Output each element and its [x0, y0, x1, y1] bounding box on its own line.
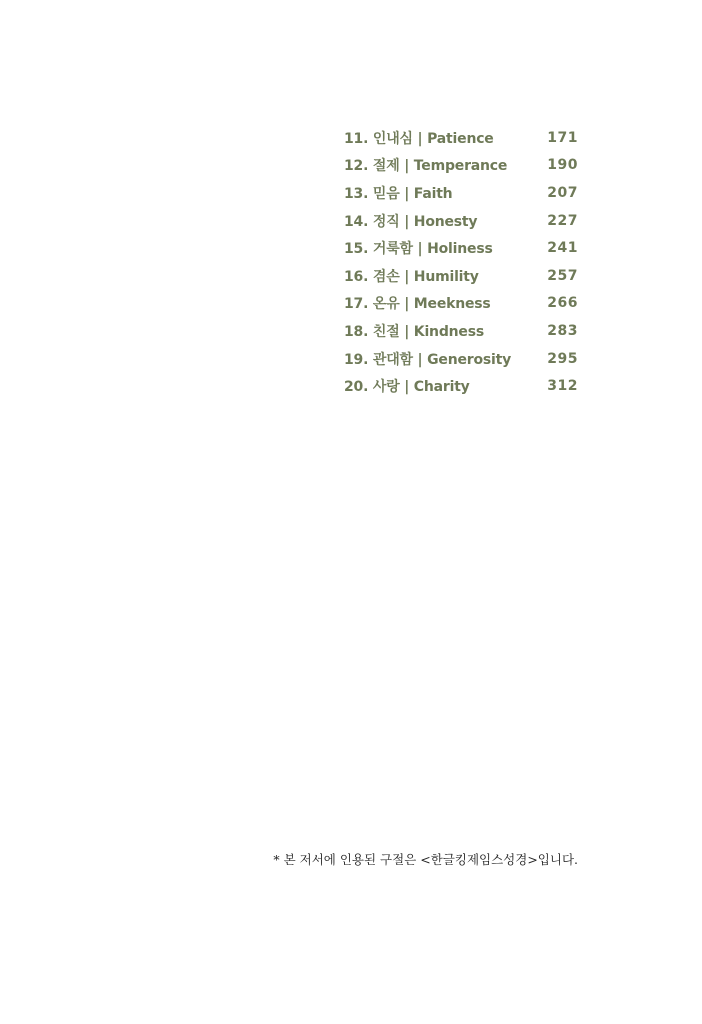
toc-entry-page: 227: [547, 212, 578, 229]
toc-entry-number: 20.: [344, 379, 369, 396]
toc-entry-number: 11.: [344, 130, 369, 147]
toc-entry-title: [344, 321, 484, 341]
toc-entry-number: 16.: [344, 268, 369, 285]
toc-entry-title: [344, 238, 493, 258]
toc-entry-page: 257: [547, 267, 578, 284]
toc-entry-title: [344, 266, 479, 286]
toc-entry[interactable]: [344, 179, 578, 207]
toc-entry[interactable]: [344, 234, 578, 262]
toc-entry-number: 19.: [344, 351, 369, 368]
footnote: * 본 저서에 인용된 구절은 <한글킹제임스성경>입니다.: [273, 852, 578, 867]
toc-entry-label: 친절 | Kindness: [372, 323, 484, 340]
toc-entry[interactable]: [344, 345, 578, 373]
toc-entry-title: [344, 183, 452, 203]
toc-entry-number: 18.: [344, 323, 369, 340]
toc-entry[interactable]: [344, 372, 578, 400]
toc-entry-title: [344, 155, 507, 175]
toc-entry-label: 인내심 | Patience: [372, 130, 494, 147]
toc-entry-page: 283: [547, 322, 578, 339]
toc-entry-label: 온유 | Meekness: [372, 296, 491, 313]
toc-entry-page: 312: [547, 378, 578, 395]
toc-entry-label: 관대함 | Generosity: [372, 351, 512, 368]
toc-entry[interactable]: [344, 124, 578, 152]
toc-entry-label: 거룩함 | Holiness: [372, 241, 493, 258]
toc-entry-number: 13.: [344, 185, 369, 202]
toc-entry-label: 겸손 | Humility: [372, 268, 479, 285]
toc-entry-number: 14.: [344, 213, 369, 230]
toc-entry-page: 171: [547, 129, 578, 146]
toc-entry-label: 믿음 | Faith: [372, 185, 453, 202]
toc-entry[interactable]: [344, 207, 578, 235]
toc-entry-page: 295: [547, 350, 578, 367]
toc-entry-title: [344, 349, 511, 369]
toc-entry-page: 190: [547, 157, 578, 174]
toc-entry-number: 17.: [344, 296, 369, 313]
toc-entry-title: [344, 293, 491, 313]
toc-entry-number: 15.: [344, 241, 369, 258]
toc-entry-page: 266: [547, 295, 578, 312]
toc-entry[interactable]: [344, 262, 578, 290]
toc-entry-label: 정직 | Honesty: [372, 213, 478, 230]
toc-entry[interactable]: [344, 317, 578, 345]
toc-entry-label: 절제 | Temperance: [372, 158, 508, 175]
toc-entry[interactable]: [344, 152, 578, 180]
table-of-contents: [344, 124, 578, 400]
toc-entry[interactable]: [344, 290, 578, 318]
toc-entry-page: 207: [547, 184, 578, 201]
toc-entry-title: [344, 376, 470, 396]
toc-entry-title: [344, 128, 494, 148]
toc-entry-title: [344, 211, 477, 231]
toc-entry-label: 사랑 | Charity: [372, 379, 470, 396]
toc-entry-page: 241: [547, 240, 578, 257]
toc-entry-number: 12.: [344, 158, 369, 175]
